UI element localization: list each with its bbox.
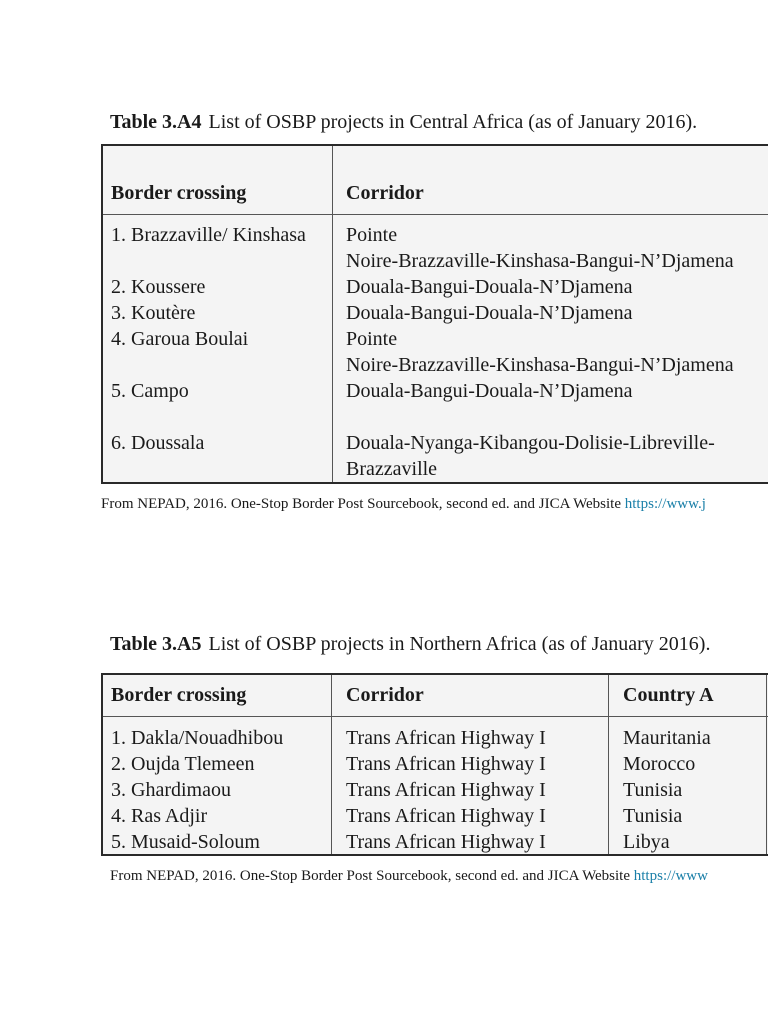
table-a4-row-6-corridor-line2: Brazzaville — [346, 458, 438, 480]
table-a4-caption — [110, 112, 697, 132]
table-a5-column-divider-3 — [766, 675, 767, 854]
table-a5 — [101, 673, 768, 856]
table-a5-row-5-country-a: Libya — [623, 831, 670, 853]
table-a4-row-5-crossing: 5. Campo — [111, 380, 189, 402]
table-a4-row-3-corridor-line1: Douala-Bangui-Douala-N’Djamena — [346, 302, 633, 324]
table-a4-row-4-corridor-line1: Pointe — [346, 328, 398, 350]
table-a4-row-6-crossing: 6. Doussala — [111, 432, 205, 454]
table-a5-row-3-country-a: Tunisia — [623, 779, 683, 801]
table-a5-row-4-crossing: 4. Ras Adjir — [111, 805, 208, 827]
table-a5-row-1-country-a: Mauritania — [623, 727, 711, 749]
table-a5-caption — [110, 634, 710, 654]
table-a4-row-1-corridor-line1: Pointe — [346, 224, 398, 246]
table-a4-header-border-crossing: Border crossing — [111, 182, 247, 204]
table-a5-row-1-crossing: 1. Dakla/Nouadhibou — [111, 727, 284, 749]
table-a4-source-link[interactable]: https://www.j — [624, 496, 706, 512]
table-a5-header-divider — [103, 716, 768, 717]
table-a5-source-text: From NEPAD, 2016. One-Stop Border Post Sourcebook, second ed. and JICA Website — [110, 868, 631, 884]
table-a4-column-divider — [332, 146, 333, 482]
table-a4-row-2-crossing: 2. Koussere — [111, 276, 206, 298]
table-a5-source-note — [110, 869, 708, 884]
table-a5-column-divider-1 — [331, 675, 332, 854]
table-a4-caption-text: List of OSBP projects in Central Africa (as of January 2016). — [208, 111, 698, 133]
table-a5-header-corridor: Corridor — [346, 684, 424, 706]
table-a5-caption-label: Table 3.A5 — [110, 633, 202, 655]
table-a4-row-6-corridor-line1: Douala-Nyanga-Kibangou-Dolisie-Libreville- — [346, 432, 715, 454]
table-a5-row-2-country-a: Morocco — [623, 753, 696, 775]
table-a4-row-4-corridor-line2: Noire-Brazzaville-Kinshasa-Bangui-N’Djamena — [346, 354, 734, 376]
table-a5-row-3-corridor: Trans African Highway I — [346, 779, 546, 801]
table-a5-source-link[interactable]: https://www — [633, 868, 708, 884]
table-a4-row-2-corridor-line1: Douala-Bangui-Douala-N’Djamena — [346, 276, 633, 298]
table-a5-column-divider-2 — [608, 675, 609, 854]
table-a4-row-4-crossing: 4. Garoua Boulai — [111, 328, 249, 350]
table-a5-row-2-crossing: 2. Oujda Tlemeen — [111, 753, 255, 775]
table-a5-row-1-corridor: Trans African Highway I — [346, 727, 546, 749]
table-a4-header-divider — [103, 214, 768, 215]
table-a4-caption-label: Table 3.A4 — [110, 111, 202, 133]
table-a4-row-1-crossing: 1. Brazzaville/ Kinshasa — [111, 224, 306, 246]
table-a4-source-note — [101, 497, 706, 512]
table-a4 — [101, 144, 768, 484]
table-a5-row-3-crossing: 3. Ghardimaou — [111, 779, 231, 801]
table-a5-row-5-corridor: Trans African Highway I — [346, 831, 546, 853]
table-a5-row-5-crossing: 5. Musaid-Soloum — [111, 831, 260, 853]
table-a5-row-2-corridor: Trans African Highway I — [346, 753, 546, 775]
table-a4-row-5-corridor-line1: Douala-Bangui-Douala-N’Djamena — [346, 380, 633, 402]
table-a4-header-corridor: Corridor — [346, 182, 424, 204]
table-a5-row-4-corridor: Trans African Highway I — [346, 805, 546, 827]
table-a4-row-3-crossing: 3. Koutère — [111, 302, 196, 324]
table-a5-header-country-a: Country A — [623, 684, 714, 706]
table-a5-header-border-crossing: Border crossing — [111, 684, 247, 706]
table-a4-row-1-corridor-line2: Noire-Brazzaville-Kinshasa-Bangui-N’Djamena — [346, 250, 734, 272]
table-a4-source-text: From NEPAD, 2016. One-Stop Border Post Sourcebook, second ed. and JICA Website — [101, 496, 622, 512]
table-a5-caption-text: List of OSBP projects in Northern Africa (as of January 2016). — [208, 633, 711, 655]
table-a5-row-4-country-a: Tunisia — [623, 805, 683, 827]
